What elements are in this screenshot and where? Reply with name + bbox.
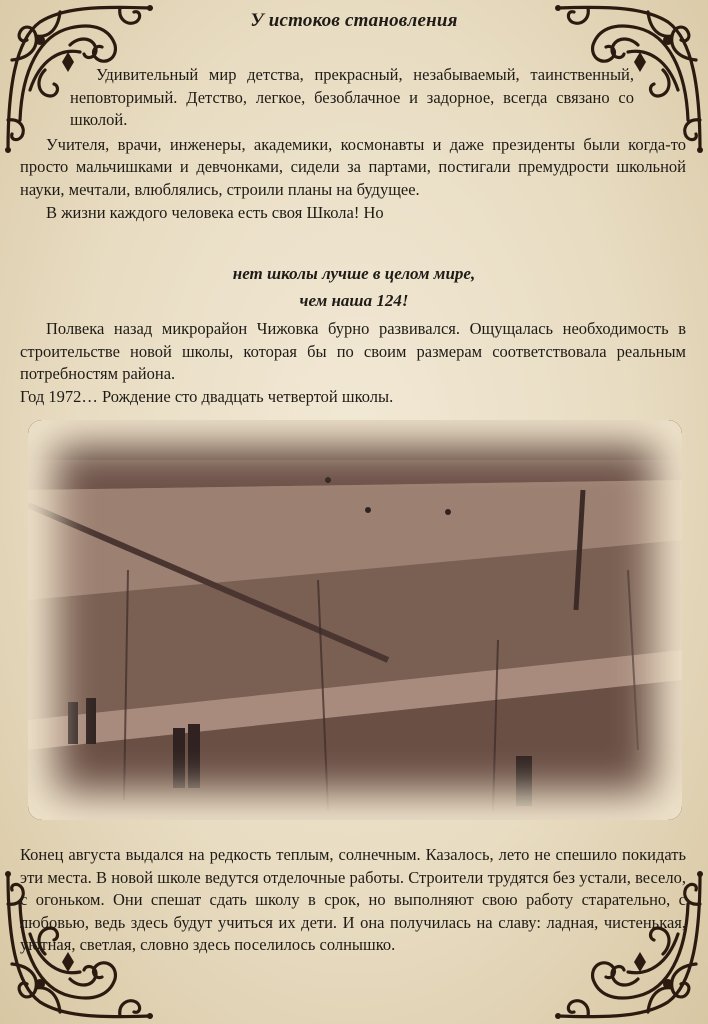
paragraph-school: В жизни каждого человека есть своя Школа! Но: [46, 202, 384, 222]
paragraph-childhood: Удивительный мир детства, прекрасный, незабываемый, таинственный, неповторимый. Детство, легкое, безоблачное и задорное, всегда связано со школой.: [70, 65, 634, 130]
paragraph-year: Год 1972… Рождение сто двадцать четвертой школы.: [20, 386, 394, 406]
historical-photo: [28, 420, 682, 820]
paragraph-construction: Конец августа выдался на редкость теплым, солнечным. Казалось, лето не спешило покидать эти места. В новой школе ведутся отделочные работы. Строители трудятся без устали, весело, с огоньком. Они спешат сдать школу в срок, но выполняют свою работу старательно, с любовью, ведь здесь будут учиться их дети. И она получилась на славу: ладная, чистенькая, уютная, светлая, словно здесь поселилось солнышко.: [20, 845, 686, 955]
motto-line-2: чем наша 124!: [299, 291, 409, 310]
paragraph-district: Полвека назад микрорайон Чижовка бурно развивался. Ощущалась необходимость в строительстве новой школы, которая бы по своим размерам соответствовала реальным потребностям района.: [20, 319, 686, 384]
page-title: У истоков становления: [250, 10, 458, 31]
motto: [0, 260, 708, 314]
motto-line-1: нет школы лучше в целом мире,: [232, 264, 476, 283]
construction-text: [20, 844, 686, 957]
history-text: [20, 318, 686, 408]
paragraph-teachers: Учителя, врачи, инженеры, академики, космонавты и даже президенты были когда-то просто мальчишками и девчонками, сидели за партами, постигали премудрости школьной науки, мечтали, влюблялись, строили планы на будущее.: [20, 134, 686, 199]
intro-text: [20, 64, 686, 224]
